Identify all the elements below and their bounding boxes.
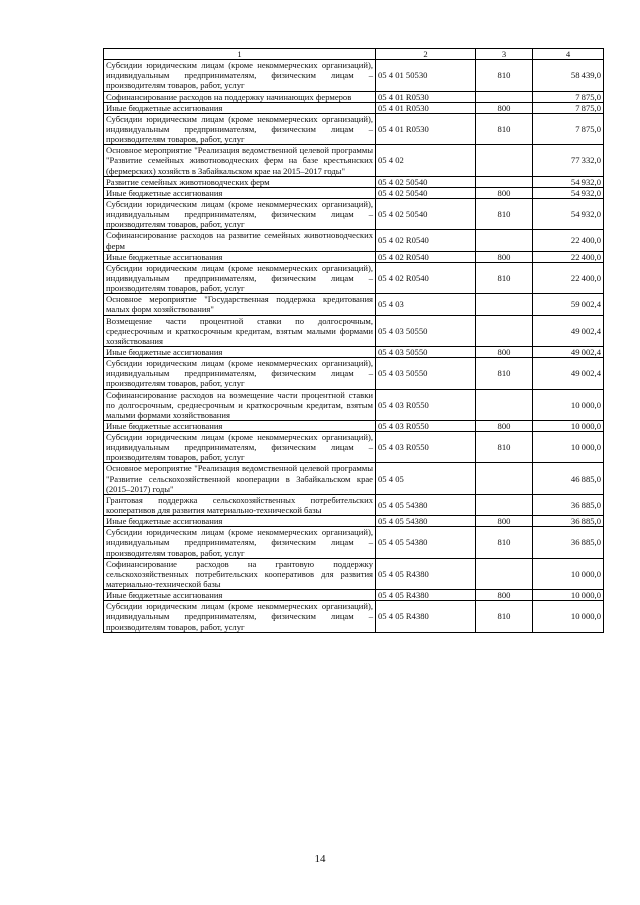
expense-type-cell: 810: [476, 358, 533, 389]
amount-cell: 10 000,0: [533, 432, 604, 463]
amount-cell: 10 000,0: [533, 590, 604, 601]
expense-name-cell: Основное мероприятие "Реализация ведомственной целевой программы "Развитие семейных животноводческих ферм на базе крестьянских (фермерских) хозяйств в Забайкальском крае на 2015–2017 годы": [104, 145, 376, 176]
expense-type-cell: 800: [476, 251, 533, 262]
expense-name-cell: Иные бюджетные ассигнования: [104, 187, 376, 198]
target-code-cell: 05 4 02 50540: [376, 198, 476, 229]
target-code-cell: 05 4 05 54380: [376, 516, 476, 527]
table-row: [104, 358, 604, 389]
amount-cell: 10 000,0: [533, 558, 604, 589]
expense-type-cell: [476, 389, 533, 420]
expense-name-cell: Субсидии юридическим лицам (кроме некоммерческих организаций), индивидуальным предпринимателям, физическим лицам – производителям товаров, работ, услуг: [104, 527, 376, 558]
target-code-cell: 05 4 02 R0540: [376, 230, 476, 251]
target-code-cell: 05 4 03 50550: [376, 315, 476, 346]
expense-name-cell: Основное мероприятие "Государственная поддержка кредитования малых форм хозяйствования": [104, 294, 376, 315]
amount-cell: 22 400,0: [533, 230, 604, 251]
page-number: 14: [314, 853, 326, 865]
target-code-cell: 05 4 03 50550: [376, 346, 476, 357]
table-row: [104, 187, 604, 198]
expense-type-cell: [476, 91, 533, 102]
target-code-cell: 05 4 03 R0550: [376, 432, 476, 463]
target-code-cell: 05 4 02 R0540: [376, 251, 476, 262]
table-row: [104, 590, 604, 601]
table-row: [104, 516, 604, 527]
expense-name-cell: Софинансирование расходов на развитие семейных животноводческих ферм: [104, 230, 376, 251]
expense-type-cell: 810: [476, 262, 533, 293]
target-code-cell: 05 4 05 54380: [376, 527, 476, 558]
amount-cell: 7 875,0: [533, 91, 604, 102]
table-row: [104, 60, 604, 91]
expense-type-cell: 800: [476, 102, 533, 113]
target-code-cell: 05 4 05: [376, 463, 476, 494]
table-row: [104, 389, 604, 420]
column-header-3: 3: [476, 49, 533, 60]
target-code-cell: 05 4 05 R4380: [376, 590, 476, 601]
expense-name-cell: Субсидии юридическим лицам (кроме некоммерческих организаций), индивидуальным предпринимателям, физическим лицам – производителям товаров, работ, услуг: [104, 358, 376, 389]
amount-cell: 54 932,0: [533, 176, 604, 187]
expense-type-cell: [476, 494, 533, 515]
expense-name-cell: Основное мероприятие "Реализация ведомственной целевой программы "Развитие сельскохозяйственной кооперации в Забайкальском крае (2015–2017) годы": [104, 463, 376, 494]
amount-cell: 49 002,4: [533, 358, 604, 389]
amount-cell: 49 002,4: [533, 315, 604, 346]
amount-cell: 7 875,0: [533, 113, 604, 144]
amount-cell: 58 439,0: [533, 60, 604, 91]
expense-type-cell: [476, 558, 533, 589]
table-row: [104, 346, 604, 357]
amount-cell: 10 000,0: [533, 389, 604, 420]
expense-type-cell: 800: [476, 420, 533, 431]
table-body: [104, 60, 604, 633]
expense-type-cell: 810: [476, 527, 533, 558]
table-row: [104, 558, 604, 589]
target-code-cell: 05 4 01 R0530: [376, 91, 476, 102]
target-code-cell: 05 4 05 R4380: [376, 558, 476, 589]
table-row: [104, 230, 604, 251]
amount-cell: 49 002,4: [533, 346, 604, 357]
amount-cell: 10 000,0: [533, 601, 604, 632]
target-code-cell: 05 4 03 R0550: [376, 420, 476, 431]
amount-cell: 36 885,0: [533, 516, 604, 527]
amount-cell: 7 875,0: [533, 102, 604, 113]
target-code-cell: 05 4 01 R0530: [376, 113, 476, 144]
expense-name-cell: Субсидии юридическим лицам (кроме некоммерческих организаций), индивидуальным предпринимателям, физическим лицам – производителям товаров, работ, услуг: [104, 432, 376, 463]
target-code-cell: 05 4 05 54380: [376, 494, 476, 515]
table-row: [104, 102, 604, 113]
target-code-cell: 05 4 03 R0550: [376, 389, 476, 420]
expense-name-cell: Иные бюджетные ассигнования: [104, 346, 376, 357]
target-code-cell: 05 4 03: [376, 294, 476, 315]
amount-cell: 59 002,4: [533, 294, 604, 315]
amount-cell: 46 885,0: [533, 463, 604, 494]
target-code-cell: 05 4 01 50530: [376, 60, 476, 91]
expense-type-cell: 810: [476, 113, 533, 144]
table-row: [104, 420, 604, 431]
table-row: [104, 251, 604, 262]
table-row: [104, 176, 604, 187]
amount-cell: 36 885,0: [533, 494, 604, 515]
table-row: [104, 145, 604, 176]
expense-type-cell: 810: [476, 60, 533, 91]
expense-name-cell: Софинансирование расходов на грантовую поддержку сельскохозяйственных потребительских кооперативов для развития материально-технической базы: [104, 558, 376, 589]
expense-type-cell: [476, 145, 533, 176]
expense-type-cell: 800: [476, 590, 533, 601]
expense-type-cell: 800: [476, 346, 533, 357]
table-row: [104, 113, 604, 144]
expense-type-cell: [476, 294, 533, 315]
expense-type-cell: 810: [476, 432, 533, 463]
expense-type-cell: 810: [476, 601, 533, 632]
table-row: [104, 432, 604, 463]
expense-type-cell: 810: [476, 198, 533, 229]
target-code-cell: 05 4 01 R0530: [376, 102, 476, 113]
expense-type-cell: [476, 463, 533, 494]
column-header-1: 1: [104, 49, 376, 60]
table-row: [104, 315, 604, 346]
expense-type-cell: [476, 176, 533, 187]
target-code-cell: 05 4 03 50550: [376, 358, 476, 389]
amount-cell: 54 932,0: [533, 198, 604, 229]
expense-name-cell: Иные бюджетные ассигнования: [104, 590, 376, 601]
expense-type-cell: [476, 230, 533, 251]
expense-name-cell: Софинансирование расходов на возмещение части процентной ставки по долгосрочным, среднесрочным и краткосрочным кредитам, взятым малыми формами хозяйствования: [104, 389, 376, 420]
expense-name-cell: Субсидии юридическим лицам (кроме некоммерческих организаций), индивидуальным предпринимателям, физическим лицам – производителям товаров, работ, услуг: [104, 198, 376, 229]
expense-name-cell: Грантовая поддержка сельскохозяйственных потребительских кооперативов для развития материально-технической базы: [104, 494, 376, 515]
expense-name-cell: Субсидии юридическим лицам (кроме некоммерческих организаций), индивидуальным предпринимателям, физическим лицам – производителям товаров, работ, услуг: [104, 601, 376, 632]
target-code-cell: 05 4 02 50540: [376, 176, 476, 187]
table-row: [104, 601, 604, 632]
table-row: [104, 294, 604, 315]
target-code-cell: 05 4 02 R0540: [376, 262, 476, 293]
table-row: [104, 262, 604, 293]
expense-name-cell: Субсидии юридическим лицам (кроме некоммерческих организаций), индивидуальным предпринимателям, физическим лицам – производителям товаров, работ, услуг: [104, 262, 376, 293]
expense-name-cell: Иные бюджетные ассигнования: [104, 420, 376, 431]
amount-cell: 36 885,0: [533, 527, 604, 558]
amount-cell: 10 000,0: [533, 420, 604, 431]
table-row: [104, 527, 604, 558]
header-row: [104, 49, 604, 60]
budget-table: [103, 48, 604, 633]
expense-name-cell: Иные бюджетные ассигнования: [104, 516, 376, 527]
amount-cell: 22 400,0: [533, 251, 604, 262]
expense-name-cell: Развитие семейных животноводческих ферм: [104, 176, 376, 187]
expense-name-cell: Софинансирование расходов на поддержку начинающих фермеров: [104, 91, 376, 102]
expense-name-cell: Иные бюджетные ассигнования: [104, 251, 376, 262]
column-header-4: 4: [533, 49, 604, 60]
table-row: [104, 91, 604, 102]
table-row: [104, 198, 604, 229]
target-code-cell: 05 4 02: [376, 145, 476, 176]
table-row: [104, 463, 604, 494]
expense-type-cell: 800: [476, 516, 533, 527]
expense-type-cell: [476, 315, 533, 346]
column-header-2: 2: [376, 49, 476, 60]
amount-cell: 54 932,0: [533, 187, 604, 198]
expense-name-cell: Возмещение части процентной ставки по долгосрочным, среднесрочным и краткосрочным кредитам, взятым малыми формами хозяйствования: [104, 315, 376, 346]
table-row: [104, 494, 604, 515]
expense-name-cell: Субсидии юридическим лицам (кроме некоммерческих организаций), индивидуальным предпринимателям, физическим лицам – производителям товаров, работ, услуг: [104, 113, 376, 144]
amount-cell: 22 400,0: [533, 262, 604, 293]
amount-cell: 77 332,0: [533, 145, 604, 176]
target-code-cell: 05 4 05 R4380: [376, 601, 476, 632]
expense-type-cell: 800: [476, 187, 533, 198]
expense-name-cell: Субсидии юридическим лицам (кроме некоммерческих организаций), индивидуальным предпринимателям, физическим лицам – производителям товаров, работ, услуг: [104, 60, 376, 91]
target-code-cell: 05 4 02 50540: [376, 187, 476, 198]
expense-name-cell: Иные бюджетные ассигнования: [104, 102, 376, 113]
